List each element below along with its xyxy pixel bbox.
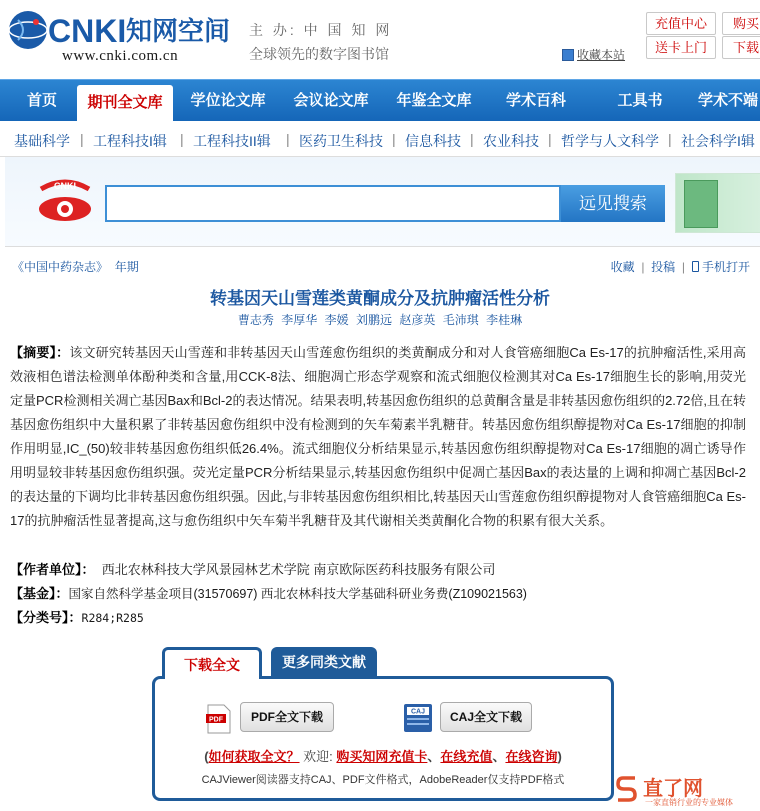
card-delivery-button[interactable]: 送卡上门: [646, 36, 716, 59]
author-link[interactable]: 李桂琳: [486, 313, 523, 327]
bookmark-icon: [562, 49, 574, 61]
affiliation-row: 【作者单位】： 西北农林科技大学风景园林艺术学院 南京欧际医药科技服务有限公司: [10, 562, 496, 577]
author-link[interactable]: 毛沛琪: [442, 313, 479, 327]
author-link[interactable]: 刘鹏远: [355, 313, 392, 327]
subnav-item-social-1[interactable]: 社会科学I辑: [681, 133, 755, 149]
svg-text:PDF: PDF: [209, 716, 223, 724]
abstract-text: 该文研究转基因天山雪莲和非转基因天山雪莲愈伤组织的类黄酮成分和对人食管癌细胞Ca Es-17的抗肿瘤活性,采用高效液相色谱法检测单体酚种类和含量,用CCK-8法、细胞凋亡形态学观察和流式细胞仪检测其对Ca Es-17细胞生长的影响,用荧光定量PCR检测相关凋亡基因Bax和Bcl-2的表达情况。结果表明,转基因愈伤组织的总黄酮含量是非转基因愈伤组织的2.72倍,且在转基因愈伤组织中大量积累了非转基因愈伤组织中没有检测到的矢车菊素半乳糖苷。转基因愈伤组织醇提物对Ca Es-17细胞的抑制作用明显,IC_(50)较非转基因愈伤组织低26.4%。流式细胞仪分析结果显示,转基因愈伤组织醇提物对Ca Es-17细胞的凋亡诱导作用明显较非转基因愈伤组织强。荧光定量PCR分析结果显示,转基因愈伤组织中促凋亡基因Bax的表达量的上调和抑凋亡基因Bcl-2的表达量的下调均比非转基因愈伤组织强。因此,与非转基因愈伤组织相比,转基因天山雪莲愈伤组织醇提物对人食管癌细胞Ca Es-17的抗肿瘤活性显著提高,这与愈伤组织中矢车菊半乳糖苷及其代谢相关类黄酮化合物的积累有很大关系。: [10, 345, 746, 528]
tab-similar-docs[interactable]: 更多同类文献: [271, 647, 377, 679]
collect-link[interactable]: 收藏: [610, 260, 635, 274]
online-recharge-link[interactable]: 在线充值: [440, 749, 493, 764]
nav-item-misconduct[interactable]: 学术不端: [698, 92, 759, 109]
subnav-item-it[interactable]: 信息科技: [405, 133, 461, 149]
author-link[interactable]: 李厚华: [281, 313, 318, 327]
subnav-item-agriculture[interactable]: 农业科技: [483, 133, 539, 149]
subnav-item-medicine[interactable]: 医药卫生科技: [299, 133, 383, 149]
subnav-item-basic-science[interactable]: 基础科学: [14, 133, 70, 149]
breadcrumb: [12, 258, 139, 275]
nav-item-home[interactable]: 首页: [26, 92, 57, 109]
submit-link[interactable]: 投稿: [651, 260, 676, 274]
search-button[interactable]: 远见搜索: [561, 185, 665, 222]
svg-text:CNKI: CNKI: [54, 181, 76, 191]
site-header: [0, 0, 760, 78]
cnki-search-logo-icon: [33, 177, 97, 229]
tab-download-full[interactable]: 下载全文: [162, 647, 262, 679]
mobile-open-link[interactable]: 手机打开: [701, 260, 750, 274]
abstract-label: 【摘要】：: [10, 345, 70, 360]
nav-item-yearbooks[interactable]: 年鉴全文库: [396, 92, 472, 109]
article-tools: 收藏 | 投稿 | 手机打开: [610, 260, 750, 274]
caj-download-button[interactable]: CAJ全文下载: [440, 702, 532, 732]
main-nav: [0, 79, 760, 121]
reader-note: CAJViewer阅读器支持CAJ、PDF文件格式，AdobeReader仅支持PDF格式: [201, 774, 565, 786]
watermark: [613, 772, 760, 808]
slogan-text: 全球领先的数字图书馆: [249, 46, 389, 62]
buy-button[interactable]: 购买: [722, 12, 760, 35]
logo-url: www.cnki.com.cn: [62, 48, 179, 64]
subnav-item-eng-2[interactable]: 工程科技II辑: [193, 133, 271, 149]
online-consult-link[interactable]: 在线咨询: [505, 749, 558, 764]
classification-row: 【分类号】：R284;R285: [10, 610, 144, 625]
logo-brand: CNKI: [48, 13, 127, 49]
fund-row: 【基金】：国家自然科学基金项目(31570697) 西北农林科技大学基础科研业务费(Z109021563): [10, 586, 527, 601]
subnav-item-humanities[interactable]: 哲学与人文科学: [561, 133, 659, 149]
watermark-logo-icon: [615, 774, 639, 804]
ad-banner[interactable]: [675, 173, 760, 233]
fund-text: 国家自然科学基金项目(31570697) 西北农林科技大学基础科研业务费(Z109021563): [68, 587, 527, 601]
author-link[interactable]: 曹志秀: [237, 313, 274, 327]
issue-link[interactable]: 年期: [114, 260, 139, 274]
pdf-download-button[interactable]: PDF全文下载: [240, 702, 334, 732]
journal-link[interactable]: 《中国中药杂志》: [12, 260, 109, 274]
bookmark-site-link[interactable]: 收藏本站: [562, 46, 625, 63]
nav-item-reference-books[interactable]: 工具书: [617, 92, 663, 109]
search-input[interactable]: [105, 185, 561, 222]
phone-icon: [692, 261, 699, 272]
watermark-name: 直了网: [643, 778, 703, 800]
classification-text: R284;R285: [81, 611, 144, 625]
cnki-logo[interactable]: [6, 8, 238, 52]
sponsor-text: 主 办: 中 国 知 网: [249, 22, 393, 38]
watermark-tagline: 一家直销行业的专业媒体: [645, 798, 733, 807]
sub-nav: 基础科学 | 工程科技I辑 | 工程科技II辑 | 医药卫生科技 | 信息科技 | 农业科技 | 哲学与人文科学 | 社会科学I辑: [0, 121, 760, 157]
ad-book-image: [684, 180, 718, 228]
author-link[interactable]: 赵彦英: [399, 313, 436, 327]
download-button-top[interactable]: 下载: [722, 36, 760, 59]
abstract: [10, 341, 746, 533]
nav-item-theses[interactable]: 学位论文库: [190, 92, 266, 109]
nav-item-conferences[interactable]: 会议论文库: [293, 92, 369, 109]
buy-card-link[interactable]: 购买知网充值卡: [336, 749, 428, 764]
logo-cn: 知网空间: [126, 17, 231, 47]
subnav-item-eng-1[interactable]: 工程科技I辑: [93, 133, 167, 149]
affiliation-text[interactable]: 西北农林科技大学风景园林艺术学院 南京欧际医药科技服务有限公司: [101, 562, 496, 577]
author-link[interactable]: 李媛: [324, 313, 349, 327]
author-list: [0, 311, 760, 328]
nav-item-journals[interactable]: 期刊全文库: [77, 85, 173, 122]
nav-item-encyclopedia[interactable]: 学术百科: [505, 92, 566, 109]
article-title: 转基因天山雪莲类黄酮成分及抗肿瘤活性分析: [210, 289, 550, 308]
download-help-links: (如何获取全文？ 欢迎: 购买知网充值卡、在线充值、在线咨询): [204, 749, 562, 764]
search-area: [5, 157, 760, 247]
recharge-center-button[interactable]: 充值中心: [646, 12, 716, 35]
svg-text:CAJ: CAJ: [410, 708, 426, 716]
how-to-get-link[interactable]: 如何获取全文？: [208, 749, 300, 764]
caj-icon: [402, 702, 434, 734]
pdf-icon: [205, 704, 233, 734]
